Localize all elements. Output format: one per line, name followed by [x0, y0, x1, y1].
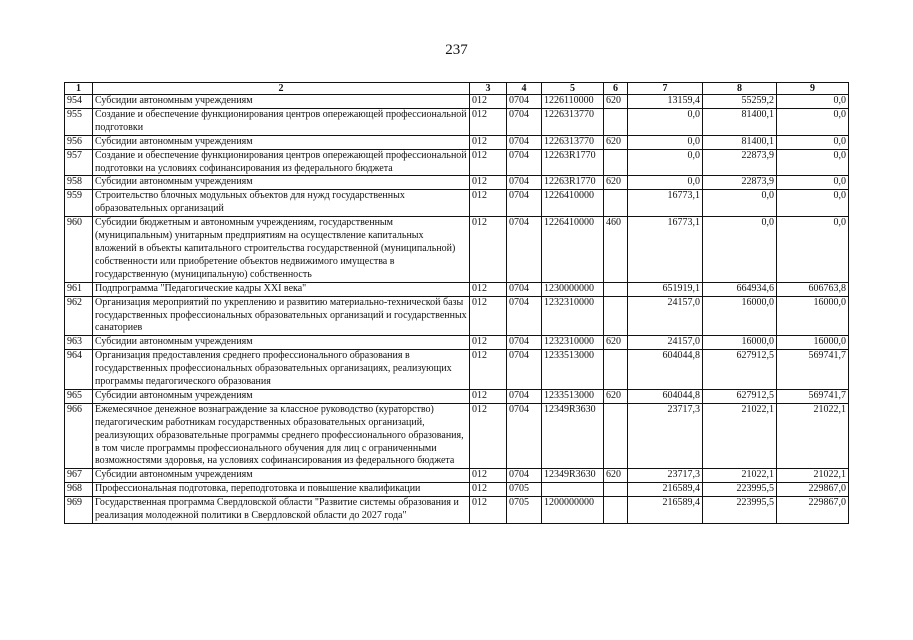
amount-year-3: 0,0: [777, 176, 849, 190]
amount-year-3: 21022,1: [777, 403, 849, 469]
amount-year-1: 0,0: [628, 108, 703, 135]
section-code: 0704: [507, 176, 542, 190]
amount-year-1: 13159,4: [628, 95, 703, 109]
ministry-code: 012: [470, 296, 507, 336]
table-row: [65, 336, 849, 350]
target-code: 12349R3630: [542, 403, 604, 469]
ministry-code: 012: [470, 149, 507, 176]
amount-year-2: 627912,5: [703, 350, 777, 390]
target-code: 12263R1770: [542, 149, 604, 176]
row-number: 969: [65, 497, 93, 524]
amount-year-1: 0,0: [628, 135, 703, 149]
amount-year-2: 55259,2: [703, 95, 777, 109]
expense-type-code: 620: [604, 389, 628, 403]
ministry-code: 012: [470, 389, 507, 403]
amount-year-2: 16000,0: [703, 336, 777, 350]
amount-year-1: 216589,4: [628, 483, 703, 497]
budget-table: [64, 82, 849, 524]
amount-year-3: 0,0: [777, 108, 849, 135]
row-number: 958: [65, 176, 93, 190]
target-code: 1230000000: [542, 282, 604, 296]
table-row: [65, 469, 849, 483]
target-code: 1232310000: [542, 336, 604, 350]
row-name: Субсидии автономным учреждениям: [93, 469, 470, 483]
row-name: Ежемесячное денежное вознаграждение за классное руководство (кураторство) педагогическим работникам государственных образовательных организаций, реализующих образовательные программы среднего профессионального образования, в том числе программы профессионального обучения для лиц с ограниченными возможностями здоровья, на условиях софинансирования из федерального бюджета: [93, 403, 470, 469]
row-name: Субсидии автономным учреждениям: [93, 389, 470, 403]
amount-year-3: 229867,0: [777, 483, 849, 497]
amount-year-1: 16773,1: [628, 190, 703, 217]
amount-year-2: 627912,5: [703, 389, 777, 403]
row-name: Субсидии автономным учреждениям: [93, 176, 470, 190]
row-name: Субсидии автономным учреждениям: [93, 95, 470, 109]
amount-year-2: 0,0: [703, 190, 777, 217]
table-row: [65, 403, 849, 469]
amount-year-3: 229867,0: [777, 497, 849, 524]
section-code: 0704: [507, 403, 542, 469]
table-row: [65, 108, 849, 135]
expense-type-code: [604, 149, 628, 176]
target-code: 12349R3630: [542, 469, 604, 483]
ministry-code: 012: [470, 176, 507, 190]
table-row: [65, 483, 849, 497]
table-row: [65, 190, 849, 217]
amount-year-1: 651919,1: [628, 282, 703, 296]
target-code: 1226110000: [542, 95, 604, 109]
ministry-code: 012: [470, 403, 507, 469]
expense-type-code: 460: [604, 217, 628, 283]
table-row: [65, 350, 849, 390]
page-number: 237: [445, 42, 468, 58]
ministry-code: 012: [470, 282, 507, 296]
amount-year-2: 21022,1: [703, 469, 777, 483]
section-code: 0704: [507, 108, 542, 135]
column-header-6: 6: [604, 83, 628, 95]
row-name: Субсидии автономным учреждениям: [93, 135, 470, 149]
row-number: 959: [65, 190, 93, 217]
column-header-4: 4: [507, 83, 542, 95]
amount-year-1: 23717,3: [628, 403, 703, 469]
section-code: 0704: [507, 135, 542, 149]
table-header-row: [65, 83, 849, 95]
ministry-code: 012: [470, 469, 507, 483]
section-code: 0705: [507, 483, 542, 497]
column-header-8: 8: [703, 83, 777, 95]
ministry-code: 012: [470, 95, 507, 109]
table-row: [65, 217, 849, 283]
row-number: 955: [65, 108, 93, 135]
amount-year-3: 16000,0: [777, 296, 849, 336]
amount-year-2: 223995,5: [703, 497, 777, 524]
row-number: 965: [65, 389, 93, 403]
amount-year-2: 81400,1: [703, 135, 777, 149]
ministry-code: 012: [470, 217, 507, 283]
expense-type-code: [604, 350, 628, 390]
column-header-9: 9: [777, 83, 849, 95]
target-code: 12263R1770: [542, 176, 604, 190]
section-code: 0704: [507, 336, 542, 350]
section-code: 0704: [507, 149, 542, 176]
amount-year-1: 16773,1: [628, 217, 703, 283]
amount-year-3: 0,0: [777, 135, 849, 149]
row-name: Подпрограмма "Педагогические кадры XXI века": [93, 282, 470, 296]
amount-year-1: 0,0: [628, 149, 703, 176]
amount-year-2: 21022,1: [703, 403, 777, 469]
amount-year-3: 0,0: [777, 217, 849, 283]
section-code: 0704: [507, 350, 542, 390]
row-number: 956: [65, 135, 93, 149]
expense-type-code: [604, 483, 628, 497]
table-row: [65, 135, 849, 149]
table-row: [65, 497, 849, 524]
target-code: 1226410000: [542, 217, 604, 283]
row-number: 957: [65, 149, 93, 176]
ministry-code: 012: [470, 497, 507, 524]
amount-year-3: 569741,7: [777, 350, 849, 390]
expense-type-code: [604, 282, 628, 296]
row-number: 962: [65, 296, 93, 336]
row-number: 963: [65, 336, 93, 350]
section-code: 0704: [507, 95, 542, 109]
amount-year-2: 223995,5: [703, 483, 777, 497]
table-row: [65, 389, 849, 403]
expense-type-code: [604, 190, 628, 217]
ministry-code: 012: [470, 108, 507, 135]
expense-type-code: 620: [604, 469, 628, 483]
amount-year-1: 23717,3: [628, 469, 703, 483]
column-header-2: 2: [93, 83, 470, 95]
amount-year-3: 0,0: [777, 95, 849, 109]
section-code: 0704: [507, 389, 542, 403]
amount-year-1: 216589,4: [628, 497, 703, 524]
target-code: 1232310000: [542, 296, 604, 336]
amount-year-3: 16000,0: [777, 336, 849, 350]
expense-type-code: [604, 403, 628, 469]
amount-year-2: 664934,6: [703, 282, 777, 296]
target-code: [542, 483, 604, 497]
amount-year-1: 24157,0: [628, 336, 703, 350]
amount-year-3: 0,0: [777, 149, 849, 176]
row-name: Государственная программа Свердловской области "Развитие системы образования и реализация молодежной политики в Свердловской области до 2027 года": [93, 497, 470, 524]
amount-year-2: 0,0: [703, 217, 777, 283]
ministry-code: 012: [470, 190, 507, 217]
section-code: 0704: [507, 217, 542, 283]
target-code: 1226410000: [542, 190, 604, 217]
column-header-1: 1: [65, 83, 93, 95]
table-row: [65, 149, 849, 176]
row-name: Профессиональная подготовка, переподготовка и повышение квалификации: [93, 483, 470, 497]
expense-type-code: 620: [604, 135, 628, 149]
row-name: Организация предоставления среднего профессионального образования в государственных профессиональных образовательных организациях, реализующих программы педагогического образования: [93, 350, 470, 390]
section-code: 0704: [507, 296, 542, 336]
expense-type-code: [604, 108, 628, 135]
table-row: [65, 95, 849, 109]
row-number: 960: [65, 217, 93, 283]
column-header-5: 5: [542, 83, 604, 95]
amount-year-3: 606763,8: [777, 282, 849, 296]
ministry-code: 012: [470, 336, 507, 350]
amount-year-1: 24157,0: [628, 296, 703, 336]
expense-type-code: [604, 296, 628, 336]
table-row: [65, 296, 849, 336]
amount-year-2: 22873,9: [703, 176, 777, 190]
amount-year-3: 569741,7: [777, 389, 849, 403]
ministry-code: 012: [470, 483, 507, 497]
target-code: 1233513000: [542, 350, 604, 390]
ministry-code: 012: [470, 350, 507, 390]
section-code: 0704: [507, 190, 542, 217]
row-number: 967: [65, 469, 93, 483]
section-code: 0705: [507, 497, 542, 524]
amount-year-1: 604044,8: [628, 350, 703, 390]
row-name: Строительство блочных модульных объектов для нужд государственных образовательных организаций: [93, 190, 470, 217]
expense-type-code: 620: [604, 336, 628, 350]
row-number: 961: [65, 282, 93, 296]
row-name: Субсидии бюджетным и автономным учреждениям, государственным (муниципальным) унитарным предприятиям на осуществление капитальных вложений в объекты капитального строительства государственной (муниципальной) собственности или приобретение объектов недвижимого имущества в государственную (муниципальную) собственность: [93, 217, 470, 283]
amount-year-3: 0,0: [777, 190, 849, 217]
expense-type-code: [604, 497, 628, 524]
ministry-code: 012: [470, 135, 507, 149]
row-name: Организация мероприятий по укреплению и развитию материально-технической базы государственных профессиональных образовательных организаций и государственных санаториев: [93, 296, 470, 336]
target-code: 1200000000: [542, 497, 604, 524]
section-code: 0704: [507, 282, 542, 296]
amount-year-1: 0,0: [628, 176, 703, 190]
row-number: 966: [65, 403, 93, 469]
amount-year-3: 21022,1: [777, 469, 849, 483]
table-row: [65, 282, 849, 296]
expense-type-code: 620: [604, 95, 628, 109]
target-code: 1233513000: [542, 389, 604, 403]
column-header-3: 3: [470, 83, 507, 95]
amount-year-2: 16000,0: [703, 296, 777, 336]
amount-year-2: 81400,1: [703, 108, 777, 135]
section-code: 0704: [507, 469, 542, 483]
expense-type-code: 620: [604, 176, 628, 190]
target-code: 1226313770: [542, 108, 604, 135]
target-code: 1226313770: [542, 135, 604, 149]
amount-year-1: 604044,8: [628, 389, 703, 403]
row-name: Создание и обеспечение функционирования центров опережающей профессиональной подготовки: [93, 108, 470, 135]
row-number: 954: [65, 95, 93, 109]
row-name: Субсидии автономным учреждениям: [93, 336, 470, 350]
row-name: Создание и обеспечение функционирования центров опережающей профессиональной подготовки на условиях софинансирования из федерального бюджета: [93, 149, 470, 176]
column-header-7: 7: [628, 83, 703, 95]
row-number: 964: [65, 350, 93, 390]
row-number: 968: [65, 483, 93, 497]
amount-year-2: 22873,9: [703, 149, 777, 176]
table-row: [65, 176, 849, 190]
